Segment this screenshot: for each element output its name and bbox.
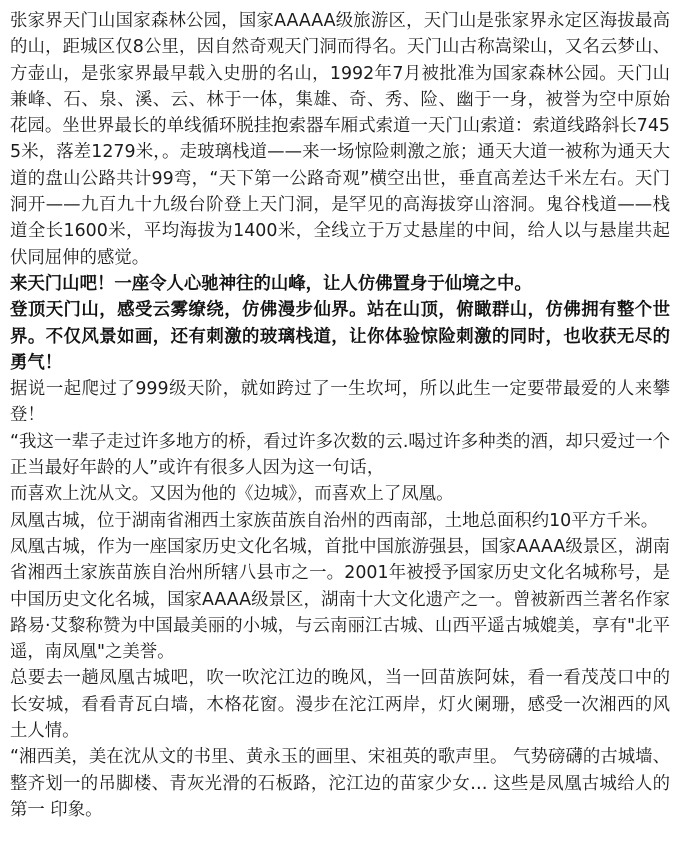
- paragraph-fenghuang-location: 凤凰古城，位于湖南省湘西土家族苗族自治州的西南部，土地总面积约10平方千米。: [10, 510, 659, 531]
- paragraph-fenghuang-visit: 总要去一趟凤凰古城吧，吹一吹沱江边的晚风，当一回苗族阿妹，看一看茂茂口中的长安城，看看青瓦白墙，木格花窗。漫步在沱江两岸，灯火阑珊，感受一次湘西的风土人情。: [10, 668, 670, 742]
- paragraph-999-steps: 据说一起爬过了999级天阶，就如跨过了一生坎坷，所以此生一定要带最爱的人来攀登！: [10, 379, 670, 426]
- paragraph-tianmenshan-intro: 张家界天门山国家森林公园，国家AAAAA级旅游区，天门山是张家界永定区海拔最高的山，距城区仅8公里，因自然奇观天门洞而得名。天门山古称嵩梁山，又名云梦山、方壶山，是张家界最早载入史册的名山，1992年7月被批准为国家森林公园。天门山兼峰、石、泉、溪、云、林于一体，集雄、奇、秀、险、幽于一身，被誉为空中原始花园。坐世界最长的单线循环脱挂抱索器车厢式索道一天门山索道：索道线路斜长7455米，落差1279米，。走玻璃栈道——来一场惊险刺激之旅；通天大道一被称为通天大道的盘山公路共计99弯，“天下第一公路奇观”横空出世，垂直高差达千米左右。天门洞开——九百九十九级台阶登上天门洞，是罕见的高海拔穿山溶洞。鬼谷栈道——栈道全长1600米，平均海拔为1400米，全线立于万丈悬崖的中间，给人以与悬崖共起伏同屈伸的感觉。: [10, 11, 670, 268]
- paragraph-summit: 登顶天门山，感受云雾缭绕，仿佛漫步仙界。站在山顶，俯瞰群山，仿佛拥有整个世界。不仅风景如画，还有刺激的玻璃栈道，让你体验惊险刺激的同时，也收获无尽的勇气！: [10, 300, 670, 373]
- paragraph-xiangxi-beauty: “湘西美，美在沈从文的书里、黄永玉的画里、宋祖英的歌声里。 气势磅礴的古城墙、整齐划一的吊脚楼、青灰光滑的石板路，沱江边的苗家少女… 这些是凤凰古城给人的第一 印象。: [10, 747, 670, 820]
- paragraph-fenghuang-history: 凤凰古城，作为一座国家历史文化名城，首批中国旅游强县，国家AAAA级景区，湖南省湘西土家族苗族自治州所辖八县市之一。2001年被授予国家历史文化名城称号，是中国历史文化名城，国家AAAA级景区，湖南十大文化遗产之一。曾被新西兰著名作家路易·艾黎称赞为中国最美丽的小城，与云南丽江古城、山西平遥古城媲美，享有"北平遥，南凤凰"之美誉。: [10, 536, 670, 663]
- paragraph-invitation: 来天门山吧！一座令人心驰神往的山峰，让人仿佛置身于仙境之中。: [10, 273, 532, 294]
- paragraph-shen-congwen-quote: “我这一辈子走过许多地方的桥，看过许多次数的云.喝过许多种类的酒，却只爱过一个正当最好年龄的人”或许有很多人因为这一句话，: [10, 431, 670, 479]
- paragraph-biancheng: 而喜欢上沈从文。又因为他的《边城》，而喜欢上了凤凰。: [10, 484, 454, 505]
